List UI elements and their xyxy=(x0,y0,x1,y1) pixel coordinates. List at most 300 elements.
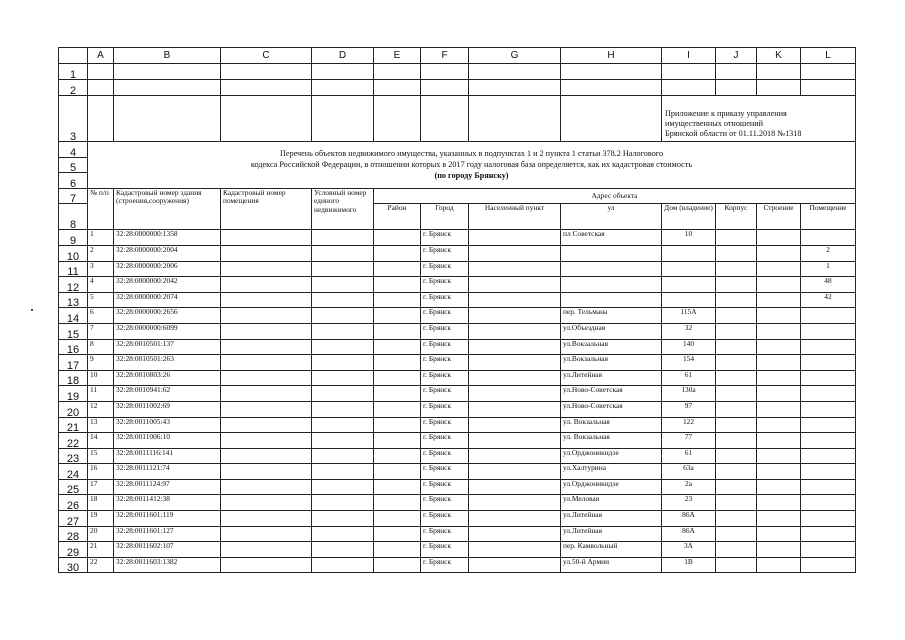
cell-district[interactable] xyxy=(374,323,421,339)
cell-settlement[interactable] xyxy=(469,557,561,573)
cell-complex-number[interactable] xyxy=(312,433,374,449)
cell-house[interactable]: 122 xyxy=(662,417,716,433)
cell-district[interactable] xyxy=(374,542,421,558)
cell-korpus[interactable] xyxy=(716,526,757,542)
cell-premise[interactable] xyxy=(801,386,856,402)
cell-num[interactable]: 7 xyxy=(88,323,114,339)
column-header[interactable]: I xyxy=(662,48,716,64)
cell-house[interactable]: 86А xyxy=(662,526,716,542)
cell-street[interactable]: ул.Меловая xyxy=(561,495,662,511)
cell-num[interactable]: 18 xyxy=(88,495,114,511)
cell-premise[interactable] xyxy=(801,323,856,339)
cell-cadastral-number[interactable]: 32:28:0011124:97 xyxy=(114,479,221,495)
cell-cadastral-number[interactable]: 32:28:0011005:43 xyxy=(114,417,221,433)
cell-cadastral-number[interactable]: 32:28:0010941:62 xyxy=(114,386,221,402)
row-number[interactable]: 22 xyxy=(59,433,88,449)
cell-complex-number[interactable] xyxy=(312,323,374,339)
cell-house[interactable]: 130а xyxy=(662,386,716,402)
cell-street[interactable]: пер. Камвольный xyxy=(561,542,662,558)
cell-district[interactable] xyxy=(374,495,421,511)
cell-room-number[interactable] xyxy=(221,417,312,433)
cell-building-part[interactable] xyxy=(757,370,801,386)
cell-cadastral-number[interactable]: 32:28:0010803:26 xyxy=(114,370,221,386)
row-number[interactable]: 18 xyxy=(59,370,88,386)
cell-city[interactable]: г. Брянск xyxy=(421,448,469,464)
cell-city[interactable]: г. Брянск xyxy=(421,479,469,495)
cell-district[interactable] xyxy=(374,479,421,495)
cell-city[interactable]: г. Брянск xyxy=(421,495,469,511)
cell[interactable] xyxy=(716,64,757,80)
cell-street[interactable] xyxy=(561,245,662,261)
cell-house[interactable] xyxy=(662,261,716,277)
cell-house[interactable]: 86А xyxy=(662,511,716,527)
cell-korpus[interactable] xyxy=(716,464,757,480)
cell-house[interactable] xyxy=(662,292,716,308)
cell-room-number[interactable] xyxy=(221,526,312,542)
cell[interactable] xyxy=(469,80,561,96)
cell[interactable] xyxy=(421,64,469,80)
cell[interactable] xyxy=(561,96,662,142)
cell-street[interactable] xyxy=(561,292,662,308)
cell-cadastral-number[interactable]: 32:28:0011006:10 xyxy=(114,433,221,449)
cell-street[interactable]: ул.Объездная xyxy=(561,323,662,339)
cell-complex-number[interactable] xyxy=(312,308,374,324)
cell-building-part[interactable] xyxy=(757,339,801,355)
cell-building-part[interactable] xyxy=(757,308,801,324)
cell-settlement[interactable] xyxy=(469,323,561,339)
cell-city[interactable]: г. Брянск xyxy=(421,526,469,542)
row-number[interactable]: 12 xyxy=(59,277,88,293)
cell[interactable] xyxy=(114,96,221,142)
cell-building-part[interactable] xyxy=(757,526,801,542)
cell[interactable] xyxy=(662,80,716,96)
cell[interactable] xyxy=(221,96,312,142)
row-number[interactable]: 4 xyxy=(59,142,88,158)
cell-settlement[interactable] xyxy=(469,464,561,480)
cell-building-part[interactable] xyxy=(757,417,801,433)
cell-premise[interactable]: 2 xyxy=(801,245,856,261)
row-number[interactable]: 5 xyxy=(59,157,88,173)
row-number[interactable]: 26 xyxy=(59,495,88,511)
cell-korpus[interactable] xyxy=(716,448,757,464)
cell-complex-number[interactable] xyxy=(312,542,374,558)
cell[interactable] xyxy=(561,80,662,96)
cell-district[interactable] xyxy=(374,261,421,277)
cell-street[interactable]: пер. Тельмана xyxy=(561,308,662,324)
cell-complex-number[interactable] xyxy=(312,557,374,573)
cell-cadastral-number[interactable]: 32:28:0000000:2006 xyxy=(114,261,221,277)
cell[interactable] xyxy=(114,64,221,80)
cell-num[interactable]: 6 xyxy=(88,308,114,324)
cell-korpus[interactable] xyxy=(716,261,757,277)
cell-building-part[interactable] xyxy=(757,277,801,293)
cell-building-part[interactable] xyxy=(757,495,801,511)
cell-settlement[interactable] xyxy=(469,526,561,542)
column-header[interactable]: J xyxy=(716,48,757,64)
column-header[interactable]: A xyxy=(88,48,114,64)
cell-cadastral-number[interactable]: 32:28:0000000:6099 xyxy=(114,323,221,339)
cell-complex-number[interactable] xyxy=(312,230,374,246)
row-number[interactable]: 15 xyxy=(59,323,88,339)
cell-house[interactable] xyxy=(662,245,716,261)
row-number[interactable]: 1 xyxy=(59,64,88,80)
cell-premise[interactable] xyxy=(801,417,856,433)
cell-premise[interactable] xyxy=(801,557,856,573)
cell[interactable] xyxy=(469,64,561,80)
cell-num[interactable]: 9 xyxy=(88,355,114,371)
cell-street[interactable]: ул. Вокзальная xyxy=(561,417,662,433)
cell-district[interactable] xyxy=(374,339,421,355)
cell-premise[interactable]: 48 xyxy=(801,277,856,293)
cell-city[interactable]: г. Брянск xyxy=(421,386,469,402)
cell-street[interactable]: ул.Халтурина xyxy=(561,464,662,480)
cell-street[interactable]: ул.Орджоникидзе xyxy=(561,479,662,495)
row-number[interactable]: 8 xyxy=(59,204,88,230)
column-header[interactable]: L xyxy=(801,48,856,64)
cell-complex-number[interactable] xyxy=(312,479,374,495)
cell-complex-number[interactable] xyxy=(312,526,374,542)
cell-city[interactable]: г. Брянск xyxy=(421,542,469,558)
cell-house[interactable]: 61 xyxy=(662,370,716,386)
cell-house[interactable] xyxy=(662,277,716,293)
cell-premise[interactable] xyxy=(801,339,856,355)
cell-district[interactable] xyxy=(374,526,421,542)
cell-premise[interactable] xyxy=(801,230,856,246)
row-number[interactable]: 19 xyxy=(59,386,88,402)
cell[interactable] xyxy=(716,80,757,96)
cell-num[interactable]: 16 xyxy=(88,464,114,480)
cell-street[interactable]: ул.Орджоникидзе xyxy=(561,448,662,464)
cell-room-number[interactable] xyxy=(221,511,312,527)
cell-cadastral-number[interactable]: 32:28:0000000:2004 xyxy=(114,245,221,261)
cell-city[interactable]: г. Брянск xyxy=(421,557,469,573)
cell-building-part[interactable] xyxy=(757,292,801,308)
row-number[interactable]: 17 xyxy=(59,355,88,371)
cell-num[interactable]: 20 xyxy=(88,526,114,542)
cell-cadastral-number[interactable]: 32:28:0010501:137 xyxy=(114,339,221,355)
cell-house[interactable]: 115А xyxy=(662,308,716,324)
cell-house[interactable]: 1В xyxy=(662,557,716,573)
cell-settlement[interactable] xyxy=(469,339,561,355)
cell-city[interactable]: г. Брянск xyxy=(421,417,469,433)
cell-premise[interactable] xyxy=(801,526,856,542)
cell-house[interactable]: 97 xyxy=(662,401,716,417)
column-header[interactable]: D xyxy=(312,48,374,64)
cell-premise[interactable] xyxy=(801,433,856,449)
cell-cadastral-number[interactable]: 32:28:0011601:127 xyxy=(114,526,221,542)
cell-num[interactable]: 22 xyxy=(88,557,114,573)
cell-cadastral-number[interactable]: 32:28:0011412:38 xyxy=(114,495,221,511)
cell-num[interactable]: 5 xyxy=(88,292,114,308)
cell-street[interactable]: ул. Вокзальная xyxy=(561,433,662,449)
cell-premise[interactable] xyxy=(801,401,856,417)
cell-street[interactable]: ул.50-й Армии xyxy=(561,557,662,573)
cell[interactable] xyxy=(757,64,801,80)
cell-premise[interactable]: 1 xyxy=(801,261,856,277)
cell-settlement[interactable] xyxy=(469,370,561,386)
cell[interactable] xyxy=(312,64,374,80)
cell-num[interactable]: 10 xyxy=(88,370,114,386)
cell-street[interactable]: пл Советская xyxy=(561,230,662,246)
cell[interactable] xyxy=(421,80,469,96)
cell-korpus[interactable] xyxy=(716,355,757,371)
column-header[interactable]: B xyxy=(114,48,221,64)
cell-building-part[interactable] xyxy=(757,245,801,261)
cell-district[interactable] xyxy=(374,417,421,433)
cell-complex-number[interactable] xyxy=(312,511,374,527)
cell-room-number[interactable] xyxy=(221,401,312,417)
column-header[interactable]: H xyxy=(561,48,662,64)
cell-street[interactable]: ул.Литейная xyxy=(561,526,662,542)
cell[interactable] xyxy=(88,80,114,96)
cell[interactable] xyxy=(801,64,856,80)
cell-city[interactable]: г. Брянск xyxy=(421,261,469,277)
cell-korpus[interactable] xyxy=(716,323,757,339)
cell-district[interactable] xyxy=(374,245,421,261)
cell-house[interactable]: 61 xyxy=(662,448,716,464)
cell-city[interactable]: г. Брянск xyxy=(421,230,469,246)
cell-settlement[interactable] xyxy=(469,292,561,308)
cell[interactable] xyxy=(374,96,421,142)
cell-room-number[interactable] xyxy=(221,277,312,293)
cell-room-number[interactable] xyxy=(221,542,312,558)
cell-district[interactable] xyxy=(374,448,421,464)
cell-settlement[interactable] xyxy=(469,230,561,246)
cell-settlement[interactable] xyxy=(469,433,561,449)
cell-korpus[interactable] xyxy=(716,339,757,355)
cell-cadastral-number[interactable]: 32:28:0010501:263 xyxy=(114,355,221,371)
cell-settlement[interactable] xyxy=(469,448,561,464)
cell-city[interactable]: г. Брянск xyxy=(421,433,469,449)
cell-settlement[interactable] xyxy=(469,245,561,261)
row-number[interactable]: 16 xyxy=(59,339,88,355)
row-number[interactable]: 20 xyxy=(59,401,88,417)
cell[interactable] xyxy=(312,96,374,142)
cell-premise[interactable] xyxy=(801,495,856,511)
cell-room-number[interactable] xyxy=(221,557,312,573)
cell-street[interactable]: ул.Литейная xyxy=(561,511,662,527)
row-number[interactable]: 11 xyxy=(59,261,88,277)
cell-complex-number[interactable] xyxy=(312,245,374,261)
cell-korpus[interactable] xyxy=(716,370,757,386)
cell[interactable] xyxy=(312,80,374,96)
cell-settlement[interactable] xyxy=(469,308,561,324)
cell[interactable] xyxy=(374,80,421,96)
cell-complex-number[interactable] xyxy=(312,495,374,511)
cell-city[interactable]: г. Брянск xyxy=(421,511,469,527)
cell-cadastral-number[interactable]: 32:28:0000000:2656 xyxy=(114,308,221,324)
cell-district[interactable] xyxy=(374,557,421,573)
cell-num[interactable]: 4 xyxy=(88,277,114,293)
cell-korpus[interactable] xyxy=(716,277,757,293)
cell-building-part[interactable] xyxy=(757,355,801,371)
cell-city[interactable]: г. Брянск xyxy=(421,292,469,308)
cell-korpus[interactable] xyxy=(716,511,757,527)
cell-city[interactable]: г. Брянск xyxy=(421,323,469,339)
cell-cadastral-number[interactable]: 32:28:0011601:119 xyxy=(114,511,221,527)
cell-num[interactable]: 11 xyxy=(88,386,114,402)
cell-cadastral-number[interactable]: 32:28:0011121:74 xyxy=(114,464,221,480)
cell-building-part[interactable] xyxy=(757,433,801,449)
cell-building-part[interactable] xyxy=(757,261,801,277)
row-number[interactable]: 27 xyxy=(59,511,88,527)
cell-room-number[interactable] xyxy=(221,386,312,402)
cell-house[interactable]: 10 xyxy=(662,230,716,246)
cell[interactable] xyxy=(757,80,801,96)
cell-premise[interactable] xyxy=(801,511,856,527)
cell-settlement[interactable] xyxy=(469,511,561,527)
cell-premise[interactable] xyxy=(801,308,856,324)
cell-settlement[interactable] xyxy=(469,542,561,558)
cell-premise[interactable] xyxy=(801,479,856,495)
row-number[interactable]: 2 xyxy=(59,80,88,96)
cell-building-part[interactable] xyxy=(757,479,801,495)
cell[interactable] xyxy=(469,96,561,142)
cell-premise[interactable] xyxy=(801,464,856,480)
cell[interactable] xyxy=(662,64,716,80)
cell-district[interactable] xyxy=(374,277,421,293)
cell-korpus[interactable] xyxy=(716,542,757,558)
cell-num[interactable]: 14 xyxy=(88,433,114,449)
cell-room-number[interactable] xyxy=(221,355,312,371)
cell-street[interactable] xyxy=(561,261,662,277)
cell-house[interactable]: 63а xyxy=(662,464,716,480)
cell-street[interactable]: ул.Литейная xyxy=(561,370,662,386)
cell-korpus[interactable] xyxy=(716,308,757,324)
cell-city[interactable]: г. Брянск xyxy=(421,401,469,417)
cell-num[interactable]: 1 xyxy=(88,230,114,246)
cell-korpus[interactable] xyxy=(716,417,757,433)
cell-cadastral-number[interactable]: 32:28:0011603:1382 xyxy=(114,557,221,573)
cell[interactable] xyxy=(801,80,856,96)
cell-room-number[interactable] xyxy=(221,433,312,449)
cell-complex-number[interactable] xyxy=(312,386,374,402)
cell-cadastral-number[interactable]: 32:28:0011116:141 xyxy=(114,448,221,464)
cell-building-part[interactable] xyxy=(757,448,801,464)
cell-city[interactable]: г. Брянск xyxy=(421,277,469,293)
cell-korpus[interactable] xyxy=(716,245,757,261)
cell-room-number[interactable] xyxy=(221,245,312,261)
cell-room-number[interactable] xyxy=(221,370,312,386)
row-number[interactable]: 3 xyxy=(59,96,88,142)
cell-num[interactable]: 8 xyxy=(88,339,114,355)
cell-num[interactable]: 13 xyxy=(88,417,114,433)
row-number[interactable]: 23 xyxy=(59,448,88,464)
cell-num[interactable]: 21 xyxy=(88,542,114,558)
cell-complex-number[interactable] xyxy=(312,355,374,371)
cell-korpus[interactable] xyxy=(716,230,757,246)
cell-street[interactable]: ул.Вокзальная xyxy=(561,339,662,355)
cell-house[interactable]: 2а xyxy=(662,479,716,495)
cell[interactable] xyxy=(374,64,421,80)
cell-num[interactable]: 12 xyxy=(88,401,114,417)
row-number[interactable]: 25 xyxy=(59,479,88,495)
cell-city[interactable]: г. Брянск xyxy=(421,355,469,371)
row-number[interactable]: 29 xyxy=(59,542,88,558)
cell-city[interactable]: г. Брянск xyxy=(421,339,469,355)
cell-settlement[interactable] xyxy=(469,277,561,293)
cell-num[interactable]: 17 xyxy=(88,479,114,495)
cell-street[interactable]: ул.Ново-Советская xyxy=(561,401,662,417)
cell-building-part[interactable] xyxy=(757,542,801,558)
cell-building-part[interactable] xyxy=(757,511,801,527)
cell-room-number[interactable] xyxy=(221,261,312,277)
row-number[interactable]: 7 xyxy=(59,188,88,204)
cell-num[interactable]: 15 xyxy=(88,448,114,464)
cell-district[interactable] xyxy=(374,386,421,402)
cell-premise[interactable]: 42 xyxy=(801,292,856,308)
cell-settlement[interactable] xyxy=(469,401,561,417)
cell-cadastral-number[interactable]: 32:28:0000000:2042 xyxy=(114,277,221,293)
cell-num[interactable]: 3 xyxy=(88,261,114,277)
cell-city[interactable]: г. Брянск xyxy=(421,370,469,386)
cell[interactable] xyxy=(221,80,312,96)
cell-complex-number[interactable] xyxy=(312,261,374,277)
cell-house[interactable]: 23 xyxy=(662,495,716,511)
cell-cadastral-number[interactable]: 32:28:0011602:107 xyxy=(114,542,221,558)
row-number[interactable]: 30 xyxy=(59,557,88,573)
column-header[interactable]: C xyxy=(221,48,312,64)
cell-korpus[interactable] xyxy=(716,292,757,308)
cell[interactable] xyxy=(221,64,312,80)
cell-premise[interactable] xyxy=(801,370,856,386)
cell-korpus[interactable] xyxy=(716,495,757,511)
cell-room-number[interactable] xyxy=(221,230,312,246)
cell-room-number[interactable] xyxy=(221,292,312,308)
cell-settlement[interactable] xyxy=(469,479,561,495)
cell-house[interactable]: 32 xyxy=(662,323,716,339)
cell[interactable] xyxy=(421,96,469,142)
cell-complex-number[interactable] xyxy=(312,417,374,433)
cell-district[interactable] xyxy=(374,433,421,449)
cell-premise[interactable] xyxy=(801,448,856,464)
cell-settlement[interactable] xyxy=(469,261,561,277)
cell-city[interactable]: г. Брянск xyxy=(421,245,469,261)
cell-room-number[interactable] xyxy=(221,448,312,464)
cell-city[interactable]: г. Брянск xyxy=(421,464,469,480)
cell-house[interactable]: 77 xyxy=(662,433,716,449)
cell-district[interactable] xyxy=(374,308,421,324)
column-header[interactable]: E xyxy=(374,48,421,64)
cell-room-number[interactable] xyxy=(221,464,312,480)
cell-complex-number[interactable] xyxy=(312,448,374,464)
cell-district[interactable] xyxy=(374,292,421,308)
cell-complex-number[interactable] xyxy=(312,277,374,293)
cell-complex-number[interactable] xyxy=(312,292,374,308)
cell-building-part[interactable] xyxy=(757,464,801,480)
row-number[interactable]: 24 xyxy=(59,464,88,480)
cell-district[interactable] xyxy=(374,230,421,246)
cell-room-number[interactable] xyxy=(221,479,312,495)
cell-room-number[interactable] xyxy=(221,495,312,511)
cell-street[interactable] xyxy=(561,277,662,293)
cell-cadastral-number[interactable]: 32:28:0011002:69 xyxy=(114,401,221,417)
cell[interactable] xyxy=(114,80,221,96)
cell-district[interactable] xyxy=(374,401,421,417)
cell-room-number[interactable] xyxy=(221,339,312,355)
column-header[interactable]: G xyxy=(469,48,561,64)
row-number[interactable]: 21 xyxy=(59,417,88,433)
cell-settlement[interactable] xyxy=(469,417,561,433)
cell-building-part[interactable] xyxy=(757,557,801,573)
cell-complex-number[interactable] xyxy=(312,370,374,386)
cell-room-number[interactable] xyxy=(221,323,312,339)
cell-city[interactable]: г. Брянск xyxy=(421,308,469,324)
row-number[interactable]: 13 xyxy=(59,292,88,308)
cell-settlement[interactable] xyxy=(469,495,561,511)
cell[interactable] xyxy=(561,64,662,80)
cell-street[interactable]: ул.Вокзальная xyxy=(561,355,662,371)
